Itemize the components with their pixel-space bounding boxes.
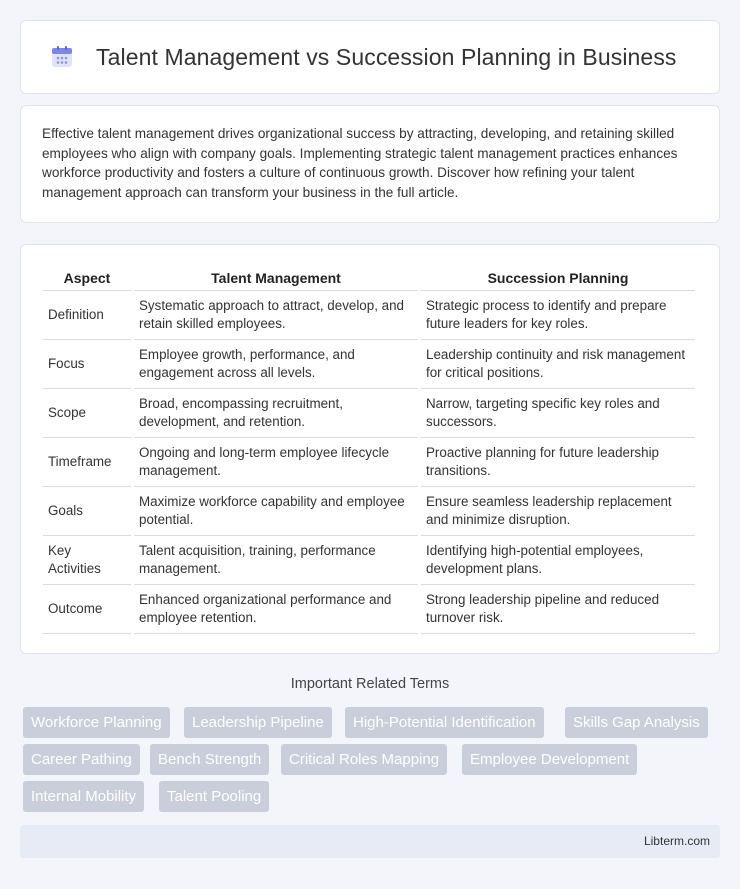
tag-talent-pooling[interactable]: Talent Pooling (159, 781, 269, 812)
row-aspect: Definition (43, 291, 131, 340)
row-talent-management: Broad, encompassing recruitment, development, and retention. (134, 389, 418, 438)
table-row (43, 438, 695, 487)
row-aspect: Focus (43, 340, 131, 389)
table-row (43, 389, 695, 438)
tag-internal-mobility[interactable]: Internal Mobility (23, 781, 144, 812)
row-aspect: Scope (43, 389, 131, 438)
row-succession-planning: Leadership continuity and risk management for critical positions. (421, 340, 695, 389)
row-talent-management: Talent acquisition, training, performance management. (134, 536, 418, 585)
table-header-row (43, 265, 695, 291)
row-succession-planning: Identifying high-potential employees, development plans. (421, 536, 695, 585)
column-header-aspect: Aspect (43, 265, 131, 291)
calendar-icon (48, 43, 76, 71)
tag-leadership-pipeline[interactable]: Leadership Pipeline (184, 707, 332, 738)
row-talent-management: Systematic approach to attract, develop, and retain skilled employees. (134, 291, 418, 340)
column-header-succession-planning: Succession Planning (421, 265, 695, 291)
table-row (43, 340, 695, 389)
row-aspect: Outcome (43, 585, 131, 634)
intro-text: Effective talent management drives organizational success by attracting, developing, and retaining skilled employees who align with company goals. Implementing strategic talent management practices enhances workforce productivity and fosters a culture of continuous growth. Discover how refining your talent management approach can transform your business in the full article. (42, 126, 678, 200)
row-aspect: Key Activities (43, 536, 131, 585)
related-terms-title: Important Related Terms (290, 676, 450, 692)
footer (20, 825, 720, 858)
comparison-card (20, 244, 720, 654)
row-talent-management: Maximize workforce capability and employee potential. (134, 487, 418, 536)
tag-skills-gap-analysis[interactable]: Skills Gap Analysis (565, 707, 708, 738)
footer-site-link[interactable]: Libterm.com (643, 834, 710, 848)
table-row (43, 487, 695, 536)
table-row (43, 536, 695, 585)
row-aspect: Timeframe (43, 438, 131, 487)
page-title: Talent Management vs Succession Planning in Business (96, 43, 677, 70)
row-talent-management: Ongoing and long-term employee lifecycle management. (134, 438, 418, 487)
column-header-talent-management: Talent Management (134, 265, 418, 291)
row-succession-planning: Strategic process to identify and prepare future leaders for key roles. (421, 291, 695, 340)
tag-high-potential-identification[interactable]: High-Potential Identification (345, 707, 544, 738)
comparison-table (40, 265, 698, 634)
tag-bench-strength[interactable]: Bench Strength (150, 744, 269, 775)
tag-critical-roles-mapping[interactable]: Critical Roles Mapping (281, 744, 447, 775)
table-row (43, 585, 695, 634)
row-succession-planning: Proactive planning for future leadership transitions. (421, 438, 695, 487)
row-succession-planning: Narrow, targeting specific key roles and successors. (421, 389, 695, 438)
row-talent-management: Enhanced organizational performance and employee retention. (134, 585, 418, 634)
row-aspect: Goals (43, 487, 131, 536)
row-talent-management: Employee growth, performance, and engagement across all levels. (134, 340, 418, 389)
intro-card (20, 105, 720, 223)
tag-career-pathing[interactable]: Career Pathing (23, 744, 140, 775)
table-row (43, 291, 695, 340)
row-succession-planning: Strong leadership pipeline and reduced turnover risk. (421, 585, 695, 634)
header-card (20, 20, 720, 94)
tag-employee-development[interactable]: Employee Development (462, 744, 637, 775)
tag-workforce-planning[interactable]: Workforce Planning (23, 707, 170, 738)
row-succession-planning: Ensure seamless leadership replacement and minimize disruption. (421, 487, 695, 536)
